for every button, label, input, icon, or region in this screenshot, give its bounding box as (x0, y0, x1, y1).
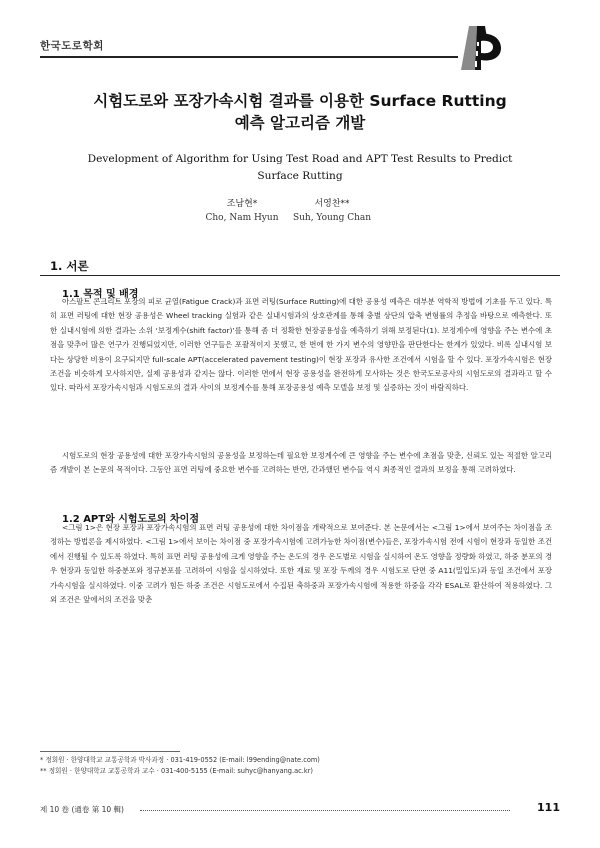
paper-title-korean (40, 90, 560, 134)
author-1-english: Cho, Nam Hyun (205, 213, 279, 223)
author-2 (280, 197, 384, 225)
footnote-2: ** 정회원 · 한양대학교 교통공학과 교수 · 031-400-5155 (E-mail: suhyc@hanyang.ac.kr) (40, 767, 313, 775)
page-footer (40, 802, 560, 816)
author-1-korean: 조남현* (226, 199, 258, 209)
footnote-1: * 정회원 · 한양대학교 교통공학과 박사과정 · 031-419-0552 (E-mail: l99ending@nate.com) (40, 756, 320, 764)
volume-label: 제 10 卷 (通卷 第 10 輯) (40, 805, 124, 814)
title-korean-line2: 예측 알고리즘 개발 (234, 114, 366, 132)
section-rule (40, 275, 560, 276)
title-english-line1: Development of Algorithm for Using Test Road and APT Test Results to Predict (87, 153, 513, 165)
subsection-heading-2: 1.2 APT와 시험도로의 차이점 (62, 514, 199, 525)
page-number: 111 (537, 801, 560, 814)
author-2-korean: 서영찬** (314, 199, 350, 209)
road-perspective-logo-icon (455, 24, 503, 70)
header-rule (40, 56, 458, 58)
footer-leader-dots (140, 810, 510, 811)
section-heading: 1. 서론 (50, 259, 89, 273)
author-2-english: Suh, Young Chan (292, 213, 372, 223)
body-paragraph-1: 아스팔트 콘크리트 포장의 피로 균열(Fatigue Crack)과 표면 러팅(Surface Rutting)에 대한 공용성 예측은 대부분 역학적 방법에 기초를 두고 있다. 특히 표면 러팅에 대한 현장 공용성은 Wheel tracking 실험과 같은 실내시험과의 상호관계를 통해 충별 상단의 압축 변형률의 추정을 바탕으로 예측한다. 또한 실내시험에 의한 결과는 소위 ‘보정계수(shift factor)’를 통해 좀 더 정확한 현장공용성을 예측하기 위해 보정된다(1). 보정계수에 영향을 주는 변수에 초점을 맞추어 많은 연구가 진행되었지만, 이러한 연구들은 포괄적이지 못했고, 한 번에 한 가지 변수의 영향만을 판단한다는 한계가 있었다. 비록 실내시험 보다는 상당한 비용이 요구되지만 full-scale APT(accelerated pavement testing)이 현장 포장과 유사한 조건에서 시험을 할 수 있다. 포장가속시험은 현장 조건을 비슷하게 모사하지만, 실제 공용성과 같지는 않다. 이러한 면에서 현장 공용성을 완전하게 모사하는 것은 한국도로공사의 시험도로의 결과라고 할 수 있다. 따라서 포장가속시험과 시험도로의 결과 사이의 보정계수를 통해 포장공용성 예측 모델을 보정 및 실증하는 것이 바람직하다. (50, 297, 552, 393)
body-paragraph-2: 시험도로의 현장 공용성에 대한 포장가속시험의 공용성을 보정하는데 필요한 보정계수에 큰 영향을 주는 변수에 초점을 맞춘, 신뢰도 있는 적절한 알고리즘 개발이 본 논문의 목적이다. 그동안 표면 러팅에 중요한 변수를 고려하는 반면, 간과했던 변수들 역시 최종적인 결과의 보정을 통해 고려하였다. (50, 451, 552, 475)
journal-name: 한국도로학회 (40, 40, 104, 52)
body-paragraph-3: <그림 1>은 현장 포장과 포장가속시험의 표면 러팅 공용성에 대한 차이점을 개략적으로 보여준다. 본 논문에서는 <그림 1>에서 보여주는 차이점을 조정하는 방법론을 제시하였다. <그림 1>에서 보이는 차이점 중 포장가속시험에 고려가능한 차이점(변수)들은, 포장가속시험 전에 시험이 현장과 동일한 조건에서 진행될 수 있도록 하였다. 특히 표면 러팅 공용성에 크게 영향을 주는 온도의 경우 온도별로 시험을 실시하여 온도 영향을 정량화 하였고, 하중 분포의 경우 현장과 동일한 하중분포와 정규분포를 고려하여 시험을 실시하였다. 또한 재료 및 포장 두께의 경우 시험도로 단면 중 A11(밀입도)과 동일 조건에서 포장가속시험을 실시하였다. 이중 고려가 힘든 하중 조건은 시험도로에서 수집된 축하중과 포장가속시험에 적용한 하중을 각각 ESAL로 환산하여 적용하였다. 그 외 조건은 앞에서의 조건을 맞춘 (50, 523, 552, 605)
footnote-rule (40, 751, 180, 752)
paper-title-english (40, 151, 560, 185)
subsection-heading-1: 1.1 목적 및 배경 (62, 289, 139, 300)
author-1 (190, 197, 294, 225)
title-korean-line1: 시험도로와 포장가속시험 결과를 이용한 Surface Rutting (93, 92, 507, 110)
title-english-line2: Surface Rutting (257, 170, 343, 182)
